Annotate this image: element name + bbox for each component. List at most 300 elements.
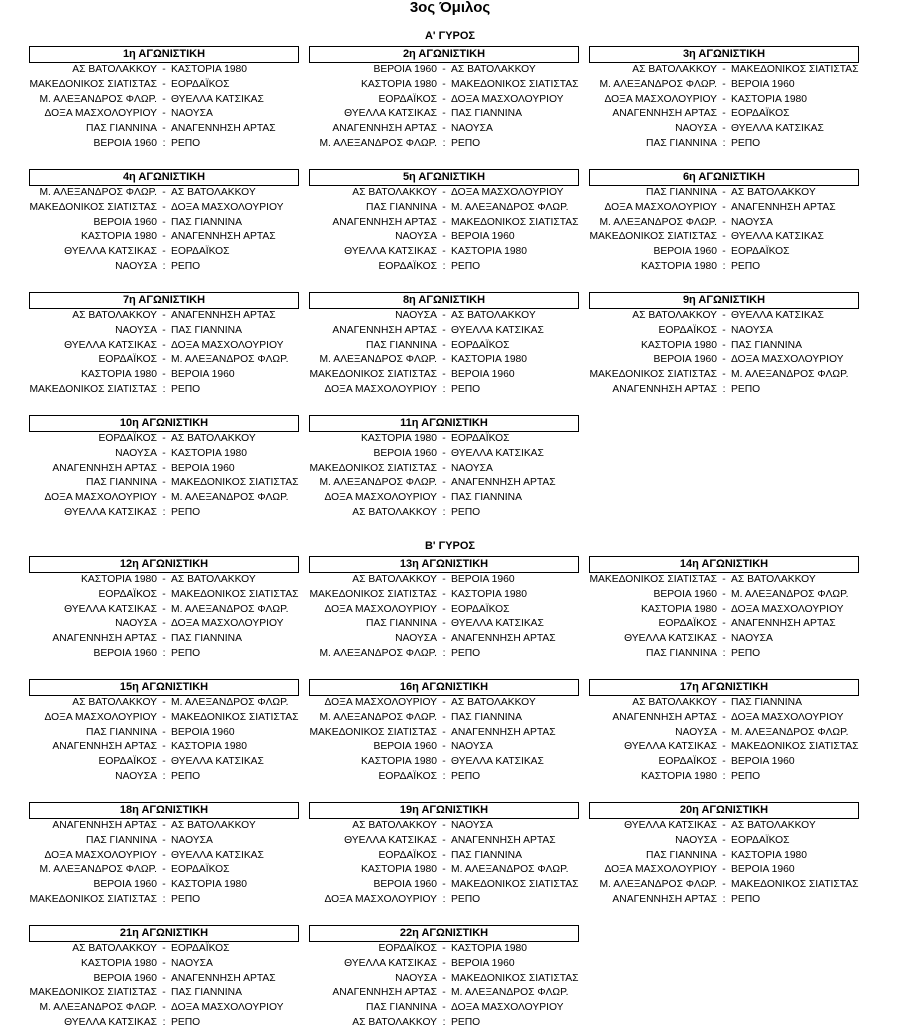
matchday-block (29, 556, 299, 662)
fixture-row (309, 309, 579, 324)
fixture-row (29, 863, 299, 878)
fixture-row (589, 137, 859, 152)
away-team: ΒΕΡΟΙΑ 1960 (731, 756, 795, 768)
fixture-separator: - (162, 123, 166, 135)
away-team: ΑΣ ΒΑΤΟΛΑΚΚΟΥ (171, 574, 256, 585)
home-team: ΚΑΣΤΟΡΙΑ 1980 (640, 339, 717, 351)
fixture-row (589, 260, 859, 275)
fixture-row (309, 324, 579, 339)
home-team: ΚΑΣΤΟΡΙΑ 1980 (640, 603, 717, 615)
home-team: Μ. ΑΛΕΞΑΝΔΡΟΣ ΦΛΩΡ. (599, 879, 717, 891)
away-team: ΑΝΑΓΕΝΝΗΣΗ ΑΡΤΑΣ (731, 201, 836, 213)
fixture-row (589, 755, 859, 770)
fixture-separator: - (722, 756, 726, 768)
away-team: ΕΟΡΔΑΪΚΟΣ (451, 603, 510, 615)
away-team: ΒΕΡΟΙΑ 1960 (451, 369, 515, 381)
fixture-row (29, 755, 299, 770)
home-team: ΑΣ ΒΑΤΟΛΑΚΚΟΥ (72, 943, 157, 954)
fixture-row (589, 245, 859, 260)
fixture-separator: - (442, 741, 446, 753)
fixture-separator: - (722, 864, 726, 876)
away-team: ΠΑΣ ΓΙΑΝΝΙΝΑ (731, 697, 802, 708)
home-team: ΝΑΟΥΣΑ (395, 633, 437, 645)
away-team: ΡΕΠΟ (451, 647, 481, 659)
home-team: ΝΑΟΥΣΑ (115, 447, 157, 459)
round-title: Β' ΓΥΡΟΣ (424, 540, 476, 552)
away-team: ΡΕΠΟ (171, 770, 201, 782)
away-team: ΒΕΡΟΙΑ 1960 (451, 957, 515, 969)
away-team: ΕΟΡΔΑΪΚΟΣ (731, 108, 790, 120)
home-team: ΔΟΞΑ ΜΑΣΧΟΛΟΥΡΙΟΥ (324, 383, 437, 395)
home-team: Μ. ΑΛΕΞΑΝΔΡΟΣ ΦΛΩΡ. (599, 78, 717, 90)
away-team: ΚΑΣΤΟΡΙΑ 1980 (451, 246, 528, 258)
matchday-block (589, 292, 859, 398)
home-team: ΕΟΡΔΑΪΚΟΣ (98, 354, 157, 366)
matchday-block (309, 46, 579, 152)
away-team: ΑΣ ΒΑΤΟΛΑΚΚΟΥ (451, 310, 536, 321)
away-team: ΜΑΚΕΔΟΝΙΚΟΣ ΣΙΑΤΙΣΤΑΣ (451, 972, 579, 984)
away-team: ΔΟΞΑ ΜΑΣΧΟΛΟΥΡΙΟΥ (171, 618, 284, 630)
home-team: ΕΟΡΔΑΪΚΟΣ (378, 849, 437, 861)
home-team: ΘΥΕΛΛΑ ΚΑΤΣΙΚΑΣ (624, 820, 717, 831)
home-team: ΚΑΣΤΟΡΙΑ 1980 (360, 756, 437, 768)
fixture-row (29, 726, 299, 741)
home-team: ΕΟΡΔΑΪΚΟΣ (378, 943, 437, 954)
home-team: ΕΟΡΔΑΪΚΟΣ (658, 618, 717, 630)
away-team: ΜΑΚΕΔΟΝΙΚΟΣ ΣΙΑΤΙΣΤΑΣ (731, 64, 859, 75)
away-team: ΔΟΞΑ ΜΑΣΧΟΛΟΥΡΙΟΥ (171, 1002, 284, 1014)
away-team: ΒΕΡΟΙΑ 1960 (171, 726, 235, 738)
fixture-separator: - (722, 93, 726, 105)
away-team: ΘΥΕΛΛΑ ΚΑΤΣΙΚΑΣ (171, 756, 264, 768)
home-team: ΒΕΡΟΙΑ 1960 (373, 741, 437, 753)
away-team: ΝΑΟΥΣΑ (451, 123, 493, 135)
fixture-row (309, 383, 579, 398)
fixture-row (29, 230, 299, 245)
fixture-row (29, 63, 299, 78)
home-team: ΝΑΟΥΣΑ (395, 231, 437, 243)
home-team: ΑΝΑΓΕΝΝΗΣΗ ΑΡΤΑΣ (52, 462, 157, 474)
fixture-row (29, 432, 299, 447)
fixture-separator: - (162, 697, 166, 708)
home-team: ΘΥΕΛΛΑ ΚΑΤΣΙΚΑΣ (64, 246, 157, 258)
home-team: ΒΕΡΟΙΑ 1960 (93, 216, 157, 228)
away-team: ΡΕΠΟ (171, 893, 201, 905)
home-team: ΕΟΡΔΑΪΚΟΣ (98, 433, 157, 444)
page-title: 3ος Όμιλος (409, 0, 491, 16)
home-team: ΔΟΞΑ ΜΑΣΧΟΛΟΥΡΙΟΥ (604, 864, 717, 876)
fixture-row (29, 476, 299, 491)
away-team: Μ. ΑΛΕΞΑΝΔΡΟΣ ΦΛΩΡ. (731, 588, 849, 600)
away-team: ΝΑΟΥΣΑ (731, 633, 773, 645)
fixture-separator: : (162, 137, 166, 149)
home-team: ΘΥΕΛΛΑ ΚΑΤΣΙΚΑΣ (64, 506, 157, 518)
fixture-row (309, 491, 579, 506)
fixture-separator: : (162, 893, 166, 905)
fixture-separator: - (722, 603, 726, 615)
home-team: ΜΑΚΕΔΟΝΙΚΟΣ ΣΙΑΤΙΣΤΑΣ (589, 231, 717, 243)
home-team: ΒΕΡΟΙΑ 1960 (653, 354, 717, 366)
fixture-separator: : (442, 260, 446, 272)
fixture-row (309, 849, 579, 864)
away-team: ΘΥΕΛΛΑ ΚΑΤΣΙΚΑΣ (731, 310, 824, 321)
fixture-row (309, 339, 579, 354)
fixture-row (29, 588, 299, 603)
home-team: ΒΕΡΟΙΑ 1960 (93, 647, 157, 659)
fixture-row (589, 122, 859, 137)
fixture-row (29, 107, 299, 122)
fixture-row (589, 632, 859, 647)
fixture-separator: - (722, 618, 726, 630)
away-team: ΑΝΑΓΕΝΝΗΣΗ ΑΡΤΑΣ (451, 477, 556, 489)
fixture-separator: - (162, 354, 166, 366)
home-team: ΑΣ ΒΑΤΟΛΑΚΚΟΥ (72, 310, 157, 321)
fixture-separator: - (442, 477, 446, 489)
fixture-separator: - (442, 433, 446, 444)
fixture-separator: - (442, 633, 446, 645)
home-team: ΑΣ ΒΑΤΟΛΑΚΚΟΥ (352, 506, 437, 518)
home-team: ΝΑΟΥΣΑ (675, 726, 717, 738)
away-team: ΡΕΠΟ (451, 1016, 481, 1028)
home-team: ΑΝΑΓΕΝΝΗΣΗ ΑΡΤΑΣ (332, 216, 437, 228)
home-team: Μ. ΑΛΕΞΑΝΔΡΟΣ ΦΛΩΡ. (319, 354, 437, 366)
away-team: ΕΟΡΔΑΪΚΟΣ (171, 78, 230, 90)
matchday-block (309, 802, 579, 908)
matchday-header: 5η ΑΓΩΝΙΣΤΙΚΗ (309, 169, 579, 186)
home-team: ΠΑΣ ΓΙΑΝΝΙΝΑ (366, 201, 437, 213)
fixture-separator: - (162, 574, 166, 585)
home-team: ΑΣ ΒΑΤΟΛΑΚΚΟΥ (632, 697, 717, 708)
home-team: ΑΝΑΓΕΝΝΗΣΗ ΑΡΤΑΣ (52, 820, 157, 831)
fixture-separator: - (162, 93, 166, 105)
home-team: ΒΕΡΟΙΑ 1960 (653, 246, 717, 258)
fixture-separator: - (162, 834, 166, 846)
home-team: ΔΟΞΑ ΜΑΣΧΟΛΟΥΡΙΟΥ (44, 492, 157, 504)
fixture-row (589, 63, 859, 78)
fixture-separator: - (162, 633, 166, 645)
home-team: ΔΟΞΑ ΜΑΣΧΟΛΟΥΡΙΟΥ (44, 108, 157, 120)
home-team: ΑΝΑΓΕΝΝΗΣΗ ΑΡΤΑΣ (332, 123, 437, 135)
fixture-separator: - (442, 187, 446, 198)
fixture-row (309, 726, 579, 741)
home-team: ΠΑΣ ΓΙΑΝΝΙΝΑ (86, 726, 157, 738)
away-team: ΜΑΚΕΔΟΝΙΚΟΣ ΣΙΑΤΙΣΤΑΣ (451, 879, 579, 891)
fixture-row (309, 957, 579, 972)
matchday-header: 21η ΑΓΩΝΙΣΤΙΚΗ (29, 925, 299, 942)
fixture-row (29, 447, 299, 462)
fixture-separator: - (162, 64, 166, 75)
fixture-row (309, 93, 579, 108)
matchday-header: 16η ΑΓΩΝΙΣΤΙΚΗ (309, 679, 579, 696)
home-team: ΔΟΞΑ ΜΑΣΧΟΛΟΥΡΙΟΥ (604, 201, 717, 213)
home-team: Μ. ΑΛΕΞΑΝΔΡΟΣ ΦΛΩΡ. (319, 711, 437, 723)
away-team: ΑΣ ΒΑΤΟΛΑΚΚΟΥ (171, 433, 256, 444)
fixture-separator: : (162, 1016, 166, 1028)
away-team: ΘΥΕΛΛΑ ΚΑΤΣΙΚΑΣ (731, 123, 824, 135)
matchday-block (29, 292, 299, 398)
fixture-row (29, 137, 299, 152)
matchday-block (589, 679, 859, 785)
fixture-separator: : (162, 770, 166, 782)
matchday-block (29, 925, 299, 1031)
fixture-row (309, 216, 579, 231)
away-team: ΠΑΣ ΓΙΑΝΝΙΝΑ (171, 324, 242, 336)
home-team: ΑΣ ΒΑΤΟΛΑΚΚΟΥ (632, 310, 717, 321)
away-team: ΝΑΟΥΣΑ (171, 108, 213, 120)
away-team: Μ. ΑΛΕΞΑΝΔΡΟΣ ΦΛΩΡ. (171, 492, 289, 504)
fixture-row (309, 1016, 579, 1031)
fixture-separator: - (162, 369, 166, 381)
fixture-row (29, 942, 299, 957)
home-team: ΜΑΚΕΔΟΝΙΚΟΣ ΣΙΑΤΙΣΤΑΣ (29, 383, 157, 395)
home-team: ΚΑΣΤΟΡΙΑ 1980 (80, 574, 157, 585)
fixture-separator: - (722, 187, 726, 198)
away-team: ΘΥΕΛΛΑ ΚΑΤΣΙΚΑΣ (451, 447, 544, 459)
fixture-row (29, 506, 299, 521)
home-team: ΒΕΡΟΙΑ 1960 (93, 137, 157, 149)
away-team: Μ. ΑΛΕΞΑΝΔΡΟΣ ΦΛΩΡ. (451, 201, 569, 213)
fixture-separator: - (722, 339, 726, 351)
away-team: ΑΣ ΒΑΤΟΛΑΚΚΟΥ (731, 820, 816, 831)
fixture-separator: - (722, 246, 726, 258)
home-team: ΜΑΚΕΔΟΝΙΚΟΣ ΣΙΑΤΙΣΤΑΣ (309, 588, 437, 600)
away-team: ΒΕΡΟΙΑ 1960 (731, 864, 795, 876)
away-team: ΡΕΠΟ (451, 770, 481, 782)
away-team: ΠΑΣ ΓΙΑΝΝΙΝΑ (451, 108, 522, 120)
fixture-separator: : (162, 506, 166, 518)
fixture-separator: : (722, 137, 726, 149)
home-team: ΕΟΡΔΑΪΚΟΣ (378, 260, 437, 272)
fixture-row (29, 339, 299, 354)
fixture-separator: - (722, 588, 726, 600)
home-team: ΑΣ ΒΑΤΟΛΑΚΚΟΥ (72, 64, 157, 75)
away-team: ΑΣ ΒΑΤΟΛΑΚΚΟΥ (171, 187, 256, 198)
fixture-row (589, 863, 859, 878)
away-team: ΡΕΠΟ (451, 260, 481, 272)
fixture-row (29, 122, 299, 137)
fixture-row (29, 324, 299, 339)
home-team: ΑΣ ΒΑΤΟΛΑΚΚΟΥ (352, 574, 437, 585)
fixture-separator: - (722, 108, 726, 120)
fixture-row (29, 1016, 299, 1031)
fixture-separator: - (162, 756, 166, 768)
fixture-separator: - (442, 369, 446, 381)
fixture-row (589, 893, 859, 908)
home-team: ΘΥΕΛΛΑ ΚΑΤΣΙΚΑΣ (344, 957, 437, 969)
home-team: ΑΝΑΓΕΝΝΗΣΗ ΑΡΤΑΣ (332, 987, 437, 999)
fixture-row (29, 893, 299, 908)
home-team: ΠΑΣ ΓΙΑΝΝΙΝΑ (86, 477, 157, 489)
matchday-header: 9η ΑΓΩΝΙΣΤΙΚΗ (589, 292, 859, 309)
away-team: ΑΝΑΓΕΝΝΗΣΗ ΑΡΤΑΣ (451, 834, 556, 846)
fixture-row (29, 632, 299, 647)
home-team: ΠΑΣ ΓΙΑΝΝΙΝΑ (366, 339, 437, 351)
matchday-header: 8η ΑΓΩΝΙΣΤΙΚΗ (309, 292, 579, 309)
fixture-separator: - (442, 588, 446, 600)
home-team: ΝΑΟΥΣΑ (115, 618, 157, 630)
fixture-separator: - (162, 943, 166, 954)
fixture-separator: : (442, 647, 446, 659)
fixture-row (309, 647, 579, 662)
home-team: ΚΑΣΤΟΡΙΑ 1980 (80, 231, 157, 243)
away-team: ΡΕΠΟ (731, 260, 761, 272)
fixture-row (309, 201, 579, 216)
matchday-block (309, 925, 579, 1031)
fixture-row (309, 632, 579, 647)
home-team: ΜΑΚΕΔΟΝΙΚΟΣ ΣΙΑΤΙΣΤΑΣ (29, 201, 157, 213)
fixture-separator: : (162, 383, 166, 395)
fixture-row (309, 447, 579, 462)
away-team: Μ. ΑΛΕΞΑΝΔΡΟΣ ΦΛΩΡ. (731, 369, 849, 381)
away-team: ΠΑΣ ΓΙΑΝΝΙΝΑ (451, 492, 522, 504)
fixture-row (309, 834, 579, 849)
fixture-separator: - (442, 879, 446, 891)
matchday-header: 17η ΑΓΩΝΙΣΤΙΚΗ (589, 679, 859, 696)
fixture-separator: : (442, 770, 446, 782)
home-team: ΠΑΣ ΓΙΑΝΝΙΝΑ (646, 137, 717, 149)
fixture-separator: - (722, 697, 726, 708)
away-team: ΕΟΡΔΑΪΚΟΣ (171, 943, 230, 954)
fixture-separator: - (442, 492, 446, 504)
fixture-separator: - (442, 849, 446, 861)
fixture-row (589, 78, 859, 93)
away-team: ΝΑΟΥΣΑ (451, 820, 493, 831)
fixture-row (309, 878, 579, 893)
fixture-separator: - (162, 187, 166, 198)
matchday-header: 3η ΑΓΩΝΙΣΤΙΚΗ (589, 46, 859, 63)
fixture-row (29, 78, 299, 93)
fixture-row (589, 647, 859, 662)
fixture-row (29, 573, 299, 588)
away-team: ΕΟΡΔΑΪΚΟΣ (451, 433, 510, 444)
away-team: ΑΝΑΓΕΝΝΗΣΗ ΑΡΤΑΣ (451, 633, 556, 645)
fixture-row (309, 186, 579, 201)
home-team: ΕΟΡΔΑΪΚΟΣ (98, 756, 157, 768)
home-team: ΠΑΣ ΓΙΑΝΝΙΝΑ (646, 187, 717, 198)
away-team: ΕΟΡΔΑΪΚΟΣ (171, 864, 230, 876)
fixture-row (309, 893, 579, 908)
away-team: ΑΝΑΓΕΝΝΗΣΗ ΑΡΤΑΣ (171, 123, 276, 135)
fixture-row (309, 1001, 579, 1016)
home-team: ΔΟΞΑ ΜΑΣΧΟΛΟΥΡΙΟΥ (44, 849, 157, 861)
away-team: ΕΟΡΔΑΪΚΟΣ (731, 834, 790, 846)
home-team: ΘΥΕΛΛΑ ΚΑΤΣΙΚΑΣ (344, 834, 437, 846)
home-team: Μ. ΑΛΕΞΑΝΔΡΟΣ ΦΛΩΡ. (39, 864, 157, 876)
fixture-row (589, 353, 859, 368)
fixture-row (29, 711, 299, 726)
home-team: ΝΑΟΥΣΑ (395, 972, 437, 984)
fixture-separator: - (162, 711, 166, 723)
fixture-separator: - (722, 324, 726, 336)
away-team: ΑΣ ΒΑΤΟΛΑΚΚΟΥ (451, 64, 536, 75)
fixture-separator: - (722, 78, 726, 90)
fixture-row (309, 770, 579, 785)
fixture-row (309, 755, 579, 770)
fixture-separator: - (162, 201, 166, 213)
home-team: Μ. ΑΛΕΞΑΝΔΡΟΣ ΦΛΩΡ. (39, 93, 157, 105)
matchday-header: 2η ΑΓΩΝΙΣΤΙΚΗ (309, 46, 579, 63)
home-team: ΑΝΑΓΕΝΝΗΣΗ ΑΡΤΑΣ (612, 893, 717, 905)
fixture-row (309, 588, 579, 603)
away-team: ΑΝΑΓΕΝΝΗΣΗ ΑΡΤΑΣ (171, 972, 276, 984)
fixture-separator: : (162, 647, 166, 659)
away-team: ΕΟΡΔΑΪΚΟΣ (731, 246, 790, 258)
away-team: ΘΥΕΛΛΑ ΚΑΤΣΙΚΑΣ (171, 93, 264, 105)
fixture-separator: - (722, 310, 726, 321)
matchday-header: 18η ΑΓΩΝΙΣΤΙΚΗ (29, 802, 299, 819)
away-team: ΚΑΣΤΟΡΙΑ 1980 (731, 849, 808, 861)
home-team: ΜΑΚΕΔΟΝΙΚΟΣ ΣΙΑΤΙΣΤΑΣ (309, 369, 437, 381)
fixture-separator: - (442, 711, 446, 723)
fixture-row (589, 588, 859, 603)
fixture-row (29, 383, 299, 398)
away-team: ΚΑΣΤΟΡΙΑ 1980 (731, 93, 808, 105)
away-team: ΜΑΚΕΔΟΝΙΚΟΣ ΣΙΑΤΙΣΤΑΣ (451, 216, 579, 228)
fixture-separator: - (722, 123, 726, 135)
away-team: ΑΣ ΒΑΤΟΛΑΚΚΟΥ (731, 187, 816, 198)
fixture-row (589, 186, 859, 201)
fixture-row (309, 63, 579, 78)
fixture-row (589, 309, 859, 324)
away-team: ΚΑΣΤΟΡΙΑ 1980 (171, 879, 248, 891)
fixture-row (29, 462, 299, 477)
fixture-separator: : (442, 1016, 446, 1028)
fixture-row (29, 834, 299, 849)
fixture-separator: - (442, 864, 446, 876)
fixture-separator: - (162, 879, 166, 891)
away-team: ΜΑΚΕΔΟΝΙΚΟΣ ΣΙΑΤΙΣΤΑΣ (171, 711, 299, 723)
fixture-separator: - (442, 324, 446, 336)
away-team: ΔΟΞΑ ΜΑΣΧΟΛΟΥΡΙΟΥ (451, 187, 564, 198)
away-team: ΡΕΠΟ (171, 1016, 201, 1028)
home-team: ΜΑΚΕΔΟΝΙΚΟΣ ΣΙΑΤΙΣΤΑΣ (589, 574, 717, 585)
home-team: ΕΟΡΔΑΪΚΟΣ (378, 770, 437, 782)
fixture-row (309, 986, 579, 1001)
fixture-row (589, 849, 859, 864)
fixture-separator: : (442, 383, 446, 395)
fixture-separator: - (722, 633, 726, 645)
home-team: ΒΕΡΟΙΑ 1960 (373, 64, 437, 75)
fixture-row (309, 942, 579, 957)
fixture-row (589, 383, 859, 398)
fixture-row (309, 353, 579, 368)
away-team: ΜΑΚΕΔΟΝΙΚΟΣ ΣΙΑΤΙΣΤΑΣ (171, 588, 299, 600)
fixture-separator: - (442, 447, 446, 459)
fixture-separator: - (722, 574, 726, 585)
fixture-row (29, 201, 299, 216)
fixture-separator: - (442, 339, 446, 351)
fixture-row (29, 491, 299, 506)
home-team: ΠΑΣ ΓΙΑΝΝΙΝΑ (86, 123, 157, 135)
home-team: ΑΣ ΒΑΤΟΛΑΚΚΟΥ (352, 1016, 437, 1028)
home-team: ΔΟΞΑ ΜΑΣΧΟΛΟΥΡΙΟΥ (324, 603, 437, 615)
away-team: ΡΕΠΟ (171, 260, 201, 272)
home-team: ΒΕΡΟΙΑ 1960 (373, 447, 437, 459)
home-team: ΕΟΡΔΑΪΚΟΣ (378, 93, 437, 105)
away-team: ΑΝΑΓΕΝΝΗΣΗ ΑΡΤΑΣ (731, 618, 836, 630)
home-team: ΘΥΕΛΛΑ ΚΑΤΣΙΚΑΣ (64, 1016, 157, 1028)
away-team: ΝΑΟΥΣΑ (171, 834, 213, 846)
round-title: Α' ΓΥΡΟΣ (424, 30, 476, 42)
matchday-block (589, 169, 859, 275)
matchday-header: 15η ΑΓΩΝΙΣΤΙΚΗ (29, 679, 299, 696)
fixture-row (29, 353, 299, 368)
fixture-separator: - (162, 477, 166, 489)
away-team: ΑΝΑΓΕΝΝΗΣΗ ΑΡΤΑΣ (451, 726, 556, 738)
home-team: ΔΟΞΑ ΜΑΣΧΟΛΟΥΡΙΟΥ (324, 893, 437, 905)
away-team: ΚΑΣΤΟΡΙΑ 1980 (451, 943, 528, 954)
fixture-separator: - (442, 64, 446, 75)
